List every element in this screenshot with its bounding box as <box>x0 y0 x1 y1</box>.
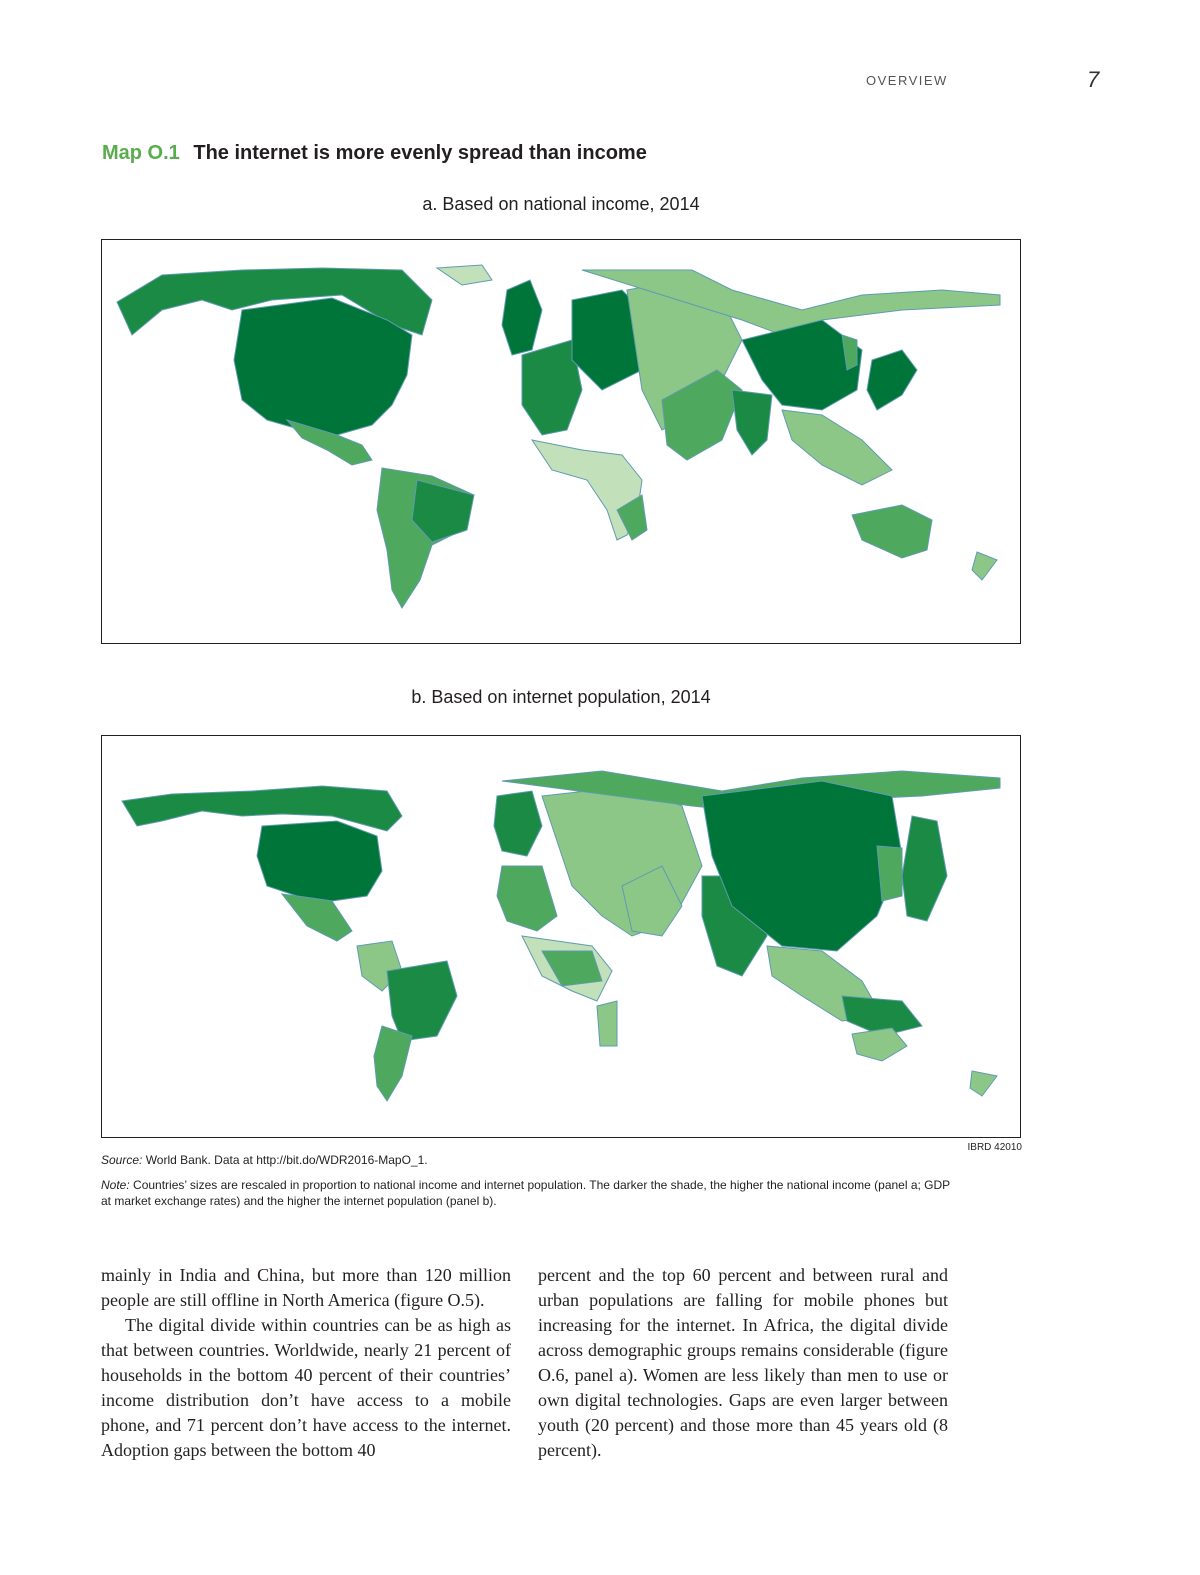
map-panel-b <box>101 735 1021 1138</box>
region-mexico <box>282 894 352 941</box>
region-se-asia <box>782 410 892 485</box>
ibrd-code: IBRD 42010 <box>967 1142 1022 1153</box>
note-label: Note: <box>101 1178 130 1192</box>
cartogram-income <box>102 240 1020 643</box>
region-uk <box>494 791 542 856</box>
map-title-text: The internet is more evenly spread than income <box>193 142 647 164</box>
region-australia <box>852 505 932 558</box>
body-paragraph: The digital divide within countries can be as high as that between countries. Worldwide, nearly 21 percent of households in the bottom 40 percent of their countries’ income distribution don’t have access to a mobile phone, and 71 percent don’t have access to the internet. Adoption gaps between the bottom 40 <box>101 1315 511 1460</box>
region-australia <box>852 1028 907 1061</box>
region-greenland <box>437 265 492 285</box>
region-south-africa <box>597 1001 617 1046</box>
source-label: Source: <box>101 1153 143 1167</box>
region-brazil <box>387 961 457 1041</box>
body-column-right <box>538 1263 948 1463</box>
body-paragraph: mainly in India and China, but more than 120 million people are still offline in North America (figure O.5). <box>101 1265 511 1310</box>
region-new-zealand <box>972 552 997 580</box>
map-label: Map O.1 <box>102 142 180 164</box>
region-europe-east <box>542 786 702 936</box>
region-argentina <box>374 1026 412 1101</box>
body-paragraph: percent and the top 60 percent and between rural and urban populations are falling for mobile phones but increasing for the internet. In Africa, the digital divide across demographic groups remains considerable (figure O.6, panel a). Women are less likely than men to use or own digital technologies. Gaps are even larger between youth (20 percent) and those more than 45 years old (8 percent). <box>538 1265 948 1460</box>
source-text: World Bank. Data at http://bit.do/WDR2016-MapO_1. <box>142 1153 428 1167</box>
figure-note <box>101 1177 961 1209</box>
region-japan <box>867 350 917 410</box>
region-new-zealand <box>970 1071 997 1096</box>
figure-source <box>101 1153 961 1167</box>
note-text: Countries’ sizes are rescaled in proportion to national income and internet population. The darker the shade, the higher the national income (panel a; GDP at market exchange rates) and the higher the internet population (panel b). <box>101 1178 950 1208</box>
running-head: OVERVIEW <box>866 73 948 88</box>
body-column-left <box>101 1263 511 1463</box>
map-panel-a <box>101 239 1021 644</box>
panel-a-title: a. Based on national income, 2014 <box>422 194 700 214</box>
region-alaska-canada <box>122 786 402 831</box>
cartogram-internet <box>102 736 1020 1137</box>
panel-b-title: b. Based on internet population, 2014 <box>411 687 711 707</box>
region-usa <box>257 821 382 901</box>
page-number: 7 <box>1087 67 1100 92</box>
map-title <box>102 142 647 165</box>
region-europe-west <box>497 866 557 931</box>
region-japan <box>902 816 947 921</box>
region-india <box>732 390 772 455</box>
region-uk <box>502 280 542 355</box>
region-korea <box>877 846 902 901</box>
